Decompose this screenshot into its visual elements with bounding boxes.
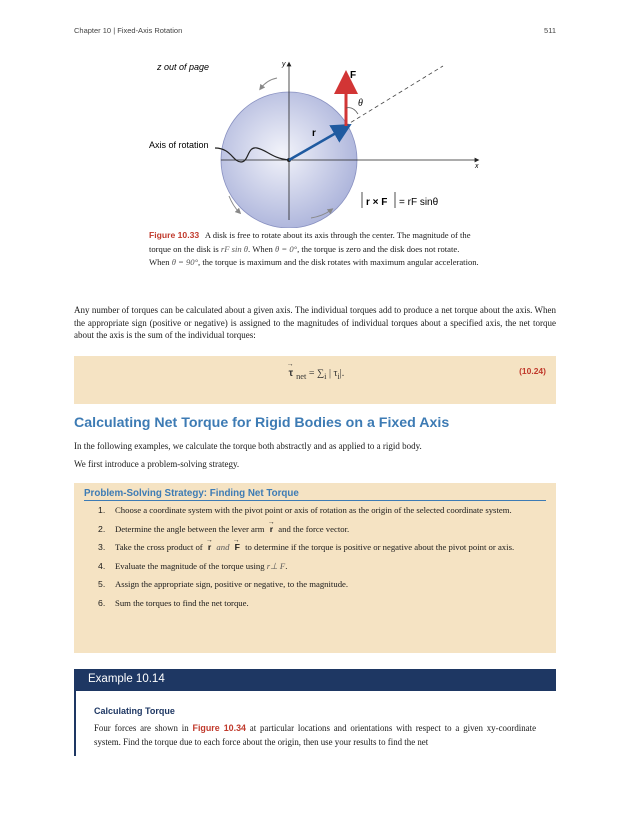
caption-text-4: , the torque is maximum and the disk rotates with maximum angular acceleration. — [198, 257, 479, 267]
step-2 — [98, 524, 546, 536]
chapter-title: Chapter 10 | Fixed-Axis Rotation — [74, 26, 183, 35]
equation-box — [74, 356, 556, 404]
step-text: . — [285, 560, 288, 571]
step-4 — [98, 561, 546, 573]
step-1 — [98, 505, 546, 517]
intro-text-1: In the following examples, we calculate the torque both abstractly and as applied to a rigid body. — [74, 441, 422, 451]
net-torque-equation — [74, 368, 556, 381]
step-vector-r: → r — [205, 542, 214, 552]
step-5 — [98, 579, 546, 591]
step-text: Evaluate the magnitude of the torque using — [115, 560, 265, 571]
equation-number: (10.24) — [519, 366, 546, 376]
step-and: and — [216, 542, 230, 552]
caption-math-2: θ = 0° — [275, 243, 298, 254]
strategy-box — [74, 483, 556, 653]
caption-math-3: θ = 90° — [171, 257, 199, 267]
torque-formula — [362, 192, 439, 208]
example-body — [94, 722, 536, 749]
strategy-steps — [98, 505, 546, 616]
strategy-title: Problem-Solving Strategy: Finding Net Torque — [84, 488, 299, 499]
example-left-border — [74, 691, 76, 756]
eq-rhs-sub: i — [337, 372, 340, 381]
step-number: 6. — [98, 597, 106, 608]
step-text: and the force vector. — [278, 523, 350, 534]
step-text: Determine the angle between the lever arm — [115, 523, 265, 534]
formula-rhs: = rF sinθ — [399, 197, 439, 208]
example-header — [74, 669, 556, 691]
rotation-arrow-top — [261, 78, 277, 88]
step-number: 4. — [98, 560, 106, 571]
example-text-b: at particular locations and orientations with respect to a given xy-coordinate system. Find the torque due to each force about the origin, then use your results to find the net — [94, 723, 537, 747]
step-text: to determine if the torque is positive or negative about the pivot point or axis. — [245, 542, 515, 552]
f-label: F — [350, 70, 357, 81]
step-3 — [98, 542, 546, 554]
example-text-a: Four forces are shown in — [94, 723, 189, 733]
eq-rhs: | τ — [328, 368, 338, 379]
eq-tau: → τ — [286, 368, 296, 379]
z-label: z out of page — [157, 62, 210, 72]
step-text: Sum the torques to find the net torque. — [115, 597, 249, 608]
eq-sum-sub: i — [324, 372, 327, 381]
page-number: 511 — [544, 26, 556, 35]
disk-torque-figure — [145, 58, 490, 228]
body-paragraph: Any number of torques can be calculated about a given axis. The individual torques add to produce a net torque about the axis. When the appropriate sign (positive or negative) is assigned to the magnitudes of individual torques about a specified axis, the net torque about the axis is the sum of the individual torques: — [74, 305, 556, 340]
formula-lhs: r × F — [366, 197, 388, 208]
x-label: x — [475, 163, 479, 170]
y-label: y — [282, 61, 286, 68]
step-text: Assign the appropriate sign, positive or negative, to the magnitude. — [115, 579, 349, 589]
running-head — [74, 26, 556, 35]
figure-label: Figure 10.33 — [149, 230, 200, 240]
figure-caption — [149, 229, 479, 270]
step-number: 1. — [98, 505, 106, 515]
step-number: 5. — [98, 579, 106, 589]
section-heading: Calculating Net Torque for Rigid Bodies on a Fixed Axis — [74, 415, 450, 431]
step-number: 2. — [98, 523, 106, 534]
step-text: Choose a coordinate system with the pivot point or axis of rotation as the origin of the selected coordinate system. — [115, 505, 512, 515]
r-extension-line — [345, 66, 443, 126]
example-title: Example 10.14 — [88, 673, 165, 685]
step-math: r⊥ F — [266, 560, 286, 571]
eq-sum: = ∑ — [308, 368, 325, 379]
step-vector-r: → r — [267, 524, 276, 534]
caption-text-3: , the torque is zero and the disk does not rotate. When — [149, 243, 460, 267]
intro-text-2: We first introduce a problem-solving strategy. — [74, 459, 240, 469]
strategy-divider — [84, 500, 546, 501]
eq-sub-net: net — [296, 372, 307, 381]
figure-reference-link[interactable]: Figure 10.34 — [192, 723, 246, 733]
caption-text-2: . When — [248, 243, 273, 254]
step-vector-f: → F — [232, 542, 243, 552]
axis-of-rotation-label: Axis of rotation — [149, 140, 209, 150]
eq-rhs-end: |. — [339, 368, 345, 379]
step-number: 3. — [98, 542, 106, 552]
step-text: Take the cross product of — [115, 542, 203, 552]
example-subtitle: Calculating Torque — [94, 706, 175, 716]
theta-label: θ — [358, 98, 363, 109]
caption-text-1: A disk is free to rotate about its axis through the center. The magnitude of the torque on the disk is — [149, 230, 471, 254]
step-6 — [98, 598, 546, 610]
caption-math-1: rF sin θ — [220, 243, 249, 254]
r-label: r — [312, 128, 316, 139]
theta-arc — [346, 108, 358, 114]
